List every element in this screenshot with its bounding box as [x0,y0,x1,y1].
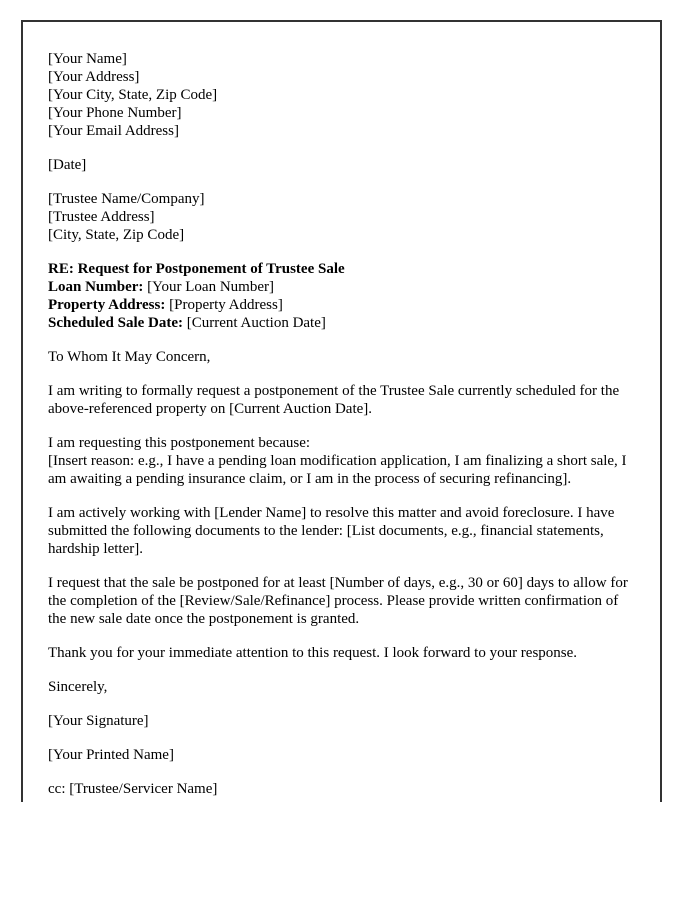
subject-field-label: Loan Number: [48,279,144,295]
sender-email: [Your Email Address] [48,123,179,139]
subject-field-property-address [48,296,640,314]
paragraph-text: I am actively working with [Lender Name] to resolve this matter and avoid foreclosure. I have submitted the following documents to the lender: [List documents, e.g., financial statements, hardship letter]. [48,505,615,557]
letter-date: [Date] [48,157,87,173]
sender-city-state-zip: [Your City, State, Zip Code] [48,87,218,103]
signature-placeholder: [Your Signature] [48,713,149,729]
subject-block [48,260,640,332]
printed-name-placeholder: [Your Printed Name] [48,747,174,763]
body-paragraph-thanks [48,644,640,662]
recipient-address-block [48,190,640,244]
subject-field-label: Property Address: [48,297,166,313]
paragraph-text: Thank you for your immediate attention to this request. I look forward to your response. [48,645,578,661]
sender-name: [Your Name] [48,51,127,67]
letter-document [21,20,662,802]
paragraph-text: I request that the sale be postponed for at least [Number of days, e.g., 30 or 60] days to allow for the completion of the [Review/Sale/Refinance] process. Please provide written confirmation of the new sale date once the postponement is granted. [48,575,628,627]
subject-field-label: Scheduled Sale Date: [48,315,183,331]
recipient-name: [Trustee Name/Company] [48,191,205,207]
subject-field-value: [Your Loan Number] [147,279,274,295]
body-paragraph-request [48,382,640,418]
sender-address-block [48,50,640,140]
paragraph-text: [Insert reason: e.g., I have a pending loan modification application, I am finalizing a short sale, I am awaiting a pending insurance claim, or I am in the process of securing refinancing]. [48,453,627,487]
subject-field-value: [Current Auction Date] [186,315,326,331]
salutation: To Whom It May Concern, [48,349,211,365]
recipient-city-state-zip: [City, State, Zip Code] [48,227,185,243]
subject-field-sale-date [48,314,640,332]
paragraph-text: I am requesting this postponement because: [48,435,311,451]
body-paragraph-postpone-duration [48,574,640,628]
closing: Sincerely, [48,679,108,695]
recipient-address: [Trustee Address] [48,209,155,225]
paragraph-text: I am writing to formally request a postponement of the Trustee Sale currently scheduled for the above-referenced property on [Current Auction Date]. [48,383,620,417]
body-paragraph-reason [48,434,640,488]
subject-field-value: [Property Address] [169,297,283,313]
sender-phone: [Your Phone Number] [48,105,182,121]
sender-address: [Your Address] [48,69,140,85]
body-paragraph-lender [48,504,640,558]
subject-re-line: RE: Request for Postponement of Trustee Sale [48,261,345,277]
cc-line: cc: [Trustee/Servicer Name] [48,781,218,797]
subject-field-loan-number [48,278,640,296]
